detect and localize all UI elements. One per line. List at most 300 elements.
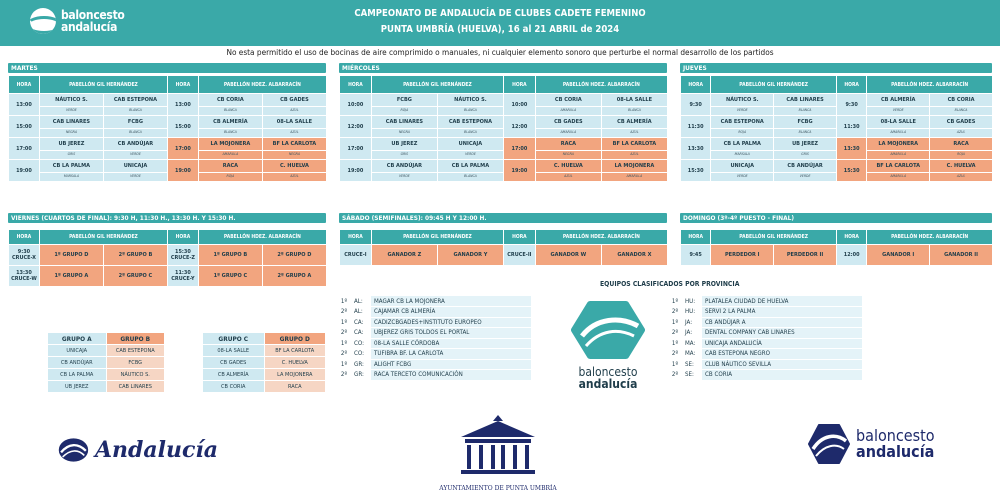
qualified-team: ALIGHT FCBG: [371, 359, 531, 370]
qualified-position: 2º: [340, 371, 348, 379]
team-name: UNICAJA: [103, 160, 167, 173]
team-name: CAB LINARES: [371, 116, 437, 129]
team-name: UB JEREZ: [371, 138, 437, 151]
team-name: 08-LA SALLE: [867, 116, 930, 129]
match-time: [9, 266, 40, 287]
group-team: 08-LA SALLE: [203, 345, 265, 357]
match-cross-label: CRUCE-X: [12, 255, 36, 261]
team-name: LA MOJONERA: [198, 138, 262, 151]
kit-color: NEGRA: [535, 151, 601, 160]
match-time: 11:30: [681, 116, 711, 138]
team-name: CB CORIA: [930, 94, 993, 107]
team-name: LA MOJONERA: [867, 138, 930, 151]
group-team: BF LA CARLOTA: [264, 345, 326, 357]
qualified-province: CO:: [354, 350, 365, 358]
qualified-team: MAGAR CB LA MOJONERA: [371, 296, 531, 307]
team-name: CB GADES: [262, 94, 326, 107]
pavilion-b-header: PABELLÓN HDEZ. ALBARRACÍN: [867, 230, 993, 245]
kit-color: BLANCA: [103, 129, 167, 138]
group-team: CAB LINARES: [106, 381, 165, 393]
kit-color: AZUL: [930, 129, 993, 138]
brand-logo: [30, 8, 125, 34]
qualified-list-right: [668, 296, 862, 381]
qualified-team: DENTAL COMPANY CAB LINARES: [702, 328, 862, 339]
footer-brand-line2: andalucía: [856, 442, 935, 461]
team-name: FCBG: [371, 94, 437, 107]
group-team: LA MOJONERA: [264, 369, 326, 381]
kit-color: VERDE: [711, 173, 774, 182]
match-time: 19:00: [9, 160, 40, 182]
match-time-value: 9:30: [17, 249, 31, 255]
pairing: 1º GRUPO C: [198, 266, 262, 287]
kit-color: VERDE: [437, 151, 503, 160]
pairing: 2º GRUPO D: [262, 245, 326, 266]
groups-ab-table: [47, 332, 165, 393]
day-title: MIÉRCOLES: [339, 63, 667, 73]
qualified-row: [668, 359, 862, 370]
match-time: 11:30: [836, 116, 866, 138]
semifinals-table: [339, 229, 668, 266]
team-name: CAB LINARES: [39, 116, 103, 129]
kit-color: ROJA: [371, 107, 437, 116]
qualified-position: 1º: [671, 318, 679, 326]
match-time: 13:30: [681, 138, 711, 160]
qualified-team: RACA TERCETO COMUNICACIÓN: [371, 370, 531, 381]
match-time: 15:30: [681, 160, 711, 182]
kit-color: GRIS: [39, 151, 103, 160]
match-time-value: 13:30: [16, 270, 32, 276]
match-time: 15:00: [167, 116, 198, 138]
qualified-province: SE:: [685, 371, 694, 379]
footer-brand-logo: [808, 420, 958, 468]
match-time: 17:00: [9, 138, 40, 160]
match-time: [503, 245, 535, 266]
team-name: UB JEREZ: [774, 138, 837, 151]
group-team: CB GADES: [203, 357, 265, 369]
kit-color: BLANCA: [198, 107, 262, 116]
kit-color: VERDE: [371, 173, 437, 182]
team-name: C. HUELVA: [535, 160, 601, 173]
ayuntamiento-text: AYUNTAMIENTO DE PUNTA UMBRÍA: [439, 485, 557, 492]
group-team: UB JEREZ: [48, 381, 107, 393]
pairing: 2º GRUPO C: [103, 266, 167, 287]
qualified-row: [337, 370, 531, 381]
team-name: CAB ESTEPONA: [711, 116, 774, 129]
team-name: CB ALMERÍA: [198, 116, 262, 129]
qualified-province: AL:: [354, 297, 363, 305]
team-name: CB LA PALMA: [39, 160, 103, 173]
match-cross-label: CRUCE-Z: [170, 255, 195, 261]
group-team: CB ALMERÍA: [203, 369, 265, 381]
qualified-team: CAB ESTEPONA NEGRO: [702, 349, 862, 360]
hora-header: HORA: [681, 230, 711, 245]
hora-header: HORA: [9, 230, 40, 245]
match-time: 15:00: [9, 116, 40, 138]
kit-color: MARSALA: [39, 173, 103, 182]
team-name: CB ANDÚJAR: [774, 160, 837, 173]
match-time: [9, 245, 40, 266]
qualified-row: [668, 328, 862, 339]
qualified-province: SE:: [685, 360, 694, 368]
footer-brand-line1: baloncesto: [856, 426, 935, 445]
qualified-position: 1º: [340, 297, 348, 305]
kit-color: AMARILLA: [867, 129, 930, 138]
kit-color: AZUL: [601, 129, 667, 138]
qualified-row: [668, 307, 862, 318]
pairing: GANADOR I: [867, 245, 930, 266]
pairing: GANADOR Z: [371, 245, 437, 266]
qualified-province: JA:: [685, 318, 693, 326]
kit-color: AZUL: [262, 107, 326, 116]
qualified-position: 1º: [671, 297, 679, 305]
pairing: GANADOR Y: [437, 245, 503, 266]
pavilion-b-header: PABELLÓN HDEZ. ALBARRACÍN: [867, 76, 993, 94]
qualified-row: [337, 338, 531, 349]
kit-color: AZUL: [262, 129, 326, 138]
kit-color: AMARILLA: [535, 129, 601, 138]
team-name: RACA: [198, 160, 262, 173]
final-title: DOMINGO (3º-4º PUESTO - FINAL): [680, 213, 992, 223]
page-subtitle: PUNTA UMBRÍA (HUELVA), 16 al 21 ABRIL de 2024: [380, 24, 620, 35]
day-schedule-table: [339, 75, 668, 182]
match-time: 17:00: [503, 138, 535, 160]
team-name: CB GADES: [535, 116, 601, 129]
qualified-row: [337, 317, 531, 328]
hora-header: HORA: [340, 76, 372, 94]
team-name: NÁUTICO S.: [39, 94, 103, 107]
hora-header: HORA: [340, 230, 372, 245]
match-time: 10:00: [340, 94, 372, 116]
team-name: CB ANDÚJAR: [371, 160, 437, 173]
pavilion-a-header: PABELLÓN GIL HERNÁNDEZ: [711, 230, 837, 245]
kit-color: GRIS: [371, 151, 437, 160]
match-time: 13:00: [167, 94, 198, 116]
group-team: FCBG: [106, 357, 165, 369]
team-name: CAB ESTEPONA: [103, 94, 167, 107]
match-time-value: 12:00: [843, 252, 860, 258]
group-team: CB LA PALMA: [48, 369, 107, 381]
kit-color: AMARILLA: [867, 151, 930, 160]
qualified-province: AL:: [354, 308, 363, 316]
notice-text: No esta permitido el uso de bocinas de aire comprimido o manuales, ni cualquier elemento sonoro que perturbe el normal desarrollo de los partidos: [226, 47, 774, 57]
team-name: CAB LINARES: [774, 94, 837, 107]
pairing: 1º GRUPO B: [198, 245, 262, 266]
team-name: BF LA CARLOTA: [601, 138, 667, 151]
kit-color: GRIS: [774, 151, 837, 160]
brand-line2: andalucía: [61, 20, 118, 34]
qualified-position: 1º: [340, 339, 348, 347]
team-name: FCBG: [774, 116, 837, 129]
qualified-team: TUFIBRA BF. LA CARLOTA: [371, 349, 531, 360]
kit-color: NEGRA: [262, 151, 326, 160]
match-time: 17:00: [167, 138, 198, 160]
pairing: GANADOR X: [601, 245, 667, 266]
qualified-team: SERVI 2 LA PALMA: [702, 307, 862, 318]
group-team: CB ANDÚJAR: [48, 357, 107, 369]
kit-color: BLANCA: [930, 107, 993, 116]
center-brand-line1: baloncesto: [578, 365, 638, 379]
team-name: UNICAJA: [437, 138, 503, 151]
page-title: CAMPEONATO DE ANDALUCÍA DE CLUBES CADETE FEMENINO: [354, 8, 646, 19]
qualified-row: [668, 317, 862, 328]
team-name: 08-LA SALLE: [262, 116, 326, 129]
kit-color: MARSALA: [711, 151, 774, 160]
day-schedule-table: [680, 75, 993, 182]
day-schedule-table: [8, 75, 327, 182]
kit-color: VERDE: [103, 151, 167, 160]
qualified-position: 2º: [340, 308, 348, 316]
qualified-team: 08-LA SALLE CÓRDOBA: [371, 338, 531, 349]
team-name: NÁUTICO S.: [711, 94, 774, 107]
team-name: CB ALMERÍA: [601, 116, 667, 129]
basketball-emblem-icon: [568, 300, 648, 360]
junta-andalucia-logo: [58, 430, 218, 470]
group-team: CAB ESTEPONA: [106, 345, 165, 357]
team-name: UNICAJA: [711, 160, 774, 173]
kit-color: BLANCA: [437, 107, 503, 116]
team-name: CB LA PALMA: [711, 138, 774, 151]
match-time-value: 15:30: [175, 249, 191, 255]
qualified-team: CB CORIA: [702, 370, 862, 381]
qualified-team: CAJAMAR CB ALMERÍA: [371, 307, 531, 318]
hora-header: HORA: [681, 76, 711, 94]
team-name: UB JEREZ: [39, 138, 103, 151]
qualified-title: EQUIPOS CLASIFICADOS POR PROVINCIA: [600, 280, 740, 288]
qualified-position: 2º: [340, 329, 348, 337]
qualified-province: CA:: [354, 329, 364, 337]
pavilion-a-header: PABELLÓN GIL HERNÁNDEZ: [371, 230, 503, 245]
pairing: PERDEDOR II: [774, 245, 837, 266]
qualified-province: HU:: [685, 297, 696, 305]
hora-header: HORA: [503, 76, 535, 94]
team-name: CB CORIA: [198, 94, 262, 107]
pairing: 2º GRUPO B: [103, 245, 167, 266]
match-time: 19:00: [340, 160, 372, 182]
match-time-value: 9:45: [689, 252, 702, 258]
match-time: [836, 245, 866, 266]
pairing: PERDEDOR I: [711, 245, 774, 266]
pairing: 1º GRUPO D: [39, 245, 103, 266]
team-name: CB ALMERÍA: [867, 94, 930, 107]
group-team: NÁUTICO S.: [106, 369, 165, 381]
qualified-team: CB ANDÚJAR A: [702, 317, 862, 328]
qualified-province: MA:: [685, 339, 696, 347]
match-time: 10:00: [503, 94, 535, 116]
match-time-value: CRUCE-I: [344, 252, 367, 258]
center-brand-line2: andalucía: [578, 377, 638, 391]
kit-color: AZUL: [930, 173, 993, 182]
center-brand-logo: [568, 300, 648, 390]
qualified-row: [337, 349, 531, 360]
kit-color: NEGRA: [39, 129, 103, 138]
pairing: 1º GRUPO A: [39, 266, 103, 287]
group-team: C. HUELVA: [264, 357, 326, 369]
qualified-province: HU:: [685, 308, 696, 316]
qualified-position: 2º: [671, 371, 679, 379]
qualified-position: 1º: [671, 360, 679, 368]
kit-color: BLANCA: [198, 129, 262, 138]
footer-basketball-icon: [808, 423, 850, 465]
group-a-header: GRUPO A: [48, 333, 107, 345]
kit-color: VERDE: [711, 107, 774, 116]
qualified-team: UNICAJA ANDALUCÍA: [702, 338, 862, 349]
group-team: RACA: [264, 381, 326, 393]
quarterfinals-table: [8, 229, 327, 287]
hora-header: HORA: [9, 76, 40, 94]
finals-title: VIERNES (CUARTOS DE FINAL): 9:30 H, 11:30 H., 13:30 H. Y 15:30 H.: [8, 213, 326, 223]
hora-header: HORA: [167, 230, 198, 245]
pavilion-b-header: PABELLÓN HDEZ. ALBARRACÍN: [198, 76, 326, 94]
qualified-row: [337, 296, 531, 307]
kit-color: BLANCA: [774, 129, 837, 138]
qualified-row: [337, 359, 531, 370]
kit-color: BLANCA: [437, 129, 503, 138]
day-title: MARTES: [8, 63, 326, 73]
qualified-row: [668, 338, 862, 349]
match-time: [681, 245, 711, 266]
qualified-row: [668, 349, 862, 360]
pavilion-b-header: PABELLÓN HDEZ. ALBARRACÍN: [535, 230, 667, 245]
qualified-row: [337, 328, 531, 339]
qualified-province: MA:: [685, 350, 696, 358]
basketball-logo-icon: [30, 8, 56, 34]
pavilion-a-header: PABELLÓN GIL HERNÁNDEZ: [39, 230, 167, 245]
match-cross-label: CRUCE-Y: [171, 276, 195, 282]
group-d-header: GRUPO D: [264, 333, 326, 345]
junta-andalucia-text: Andalucía: [94, 437, 218, 463]
team-name: BF LA CARLOTA: [262, 138, 326, 151]
qualified-province: CO:: [354, 339, 365, 347]
match-time: 9:30: [681, 94, 711, 116]
qualified-position: 2º: [671, 308, 679, 316]
qualified-province: JA:: [685, 329, 693, 337]
hora-header: HORA: [836, 230, 866, 245]
group-c-header: GRUPO C: [203, 333, 265, 345]
qualified-position: 1º: [340, 318, 348, 326]
kit-color: BLANCA: [103, 107, 167, 116]
qualified-team: PLATALEA CIUDAD DE HUELVA: [702, 296, 862, 307]
team-name: FCBG: [103, 116, 167, 129]
kit-color: ROJA: [930, 151, 993, 160]
team-name: 08-LA SALLE: [601, 94, 667, 107]
town-hall-icon: [453, 413, 543, 479]
pavilion-a-header: PABELLÓN GIL HERNÁNDEZ: [371, 76, 503, 94]
pavilion-a-header: PABELLÓN GIL HERNÁNDEZ: [39, 76, 167, 94]
qualified-province: CA:: [354, 318, 364, 326]
final-table: [680, 229, 993, 266]
match-time: [167, 266, 198, 287]
match-time: 12:00: [340, 116, 372, 138]
group-team: CB CORIA: [203, 381, 265, 393]
team-name: BF LA CARLOTA: [867, 160, 930, 173]
kit-color: ROJA: [711, 129, 774, 138]
ayuntamiento-logo: [430, 413, 566, 495]
hora-header: HORA: [836, 76, 866, 94]
brand-line1: baloncesto: [61, 8, 125, 22]
qualified-position: 2º: [340, 350, 348, 358]
hora-header: HORA: [167, 76, 198, 94]
match-time: 9:30: [836, 94, 866, 116]
match-cross-label: CRUCE-W: [11, 276, 37, 282]
qualified-row: [668, 296, 862, 307]
pavilion-b-header: PABELLÓN HDEZ. ALBARRACÍN: [535, 76, 667, 94]
kit-color: VERDE: [39, 107, 103, 116]
match-time: 19:00: [167, 160, 198, 182]
qualified-position: 2º: [671, 350, 679, 358]
match-time: 19:00: [503, 160, 535, 182]
kit-color: AMARILLA: [601, 173, 667, 182]
qualified-province: GR:: [354, 360, 364, 368]
qualified-position: 1º: [340, 360, 348, 368]
team-name: CAB ESTEPONA: [437, 116, 503, 129]
semis-title: SÁBADO (SEMIFINALES): 09:45 H Y 12:00 H.: [339, 213, 667, 223]
kit-color: BLANCA: [601, 107, 667, 116]
pairing: GANADOR W: [535, 245, 601, 266]
team-name: CB CORIA: [535, 94, 601, 107]
kit-color: ROJA: [198, 173, 262, 182]
match-time: 13:30: [836, 138, 866, 160]
kit-color: VERDE: [867, 107, 930, 116]
match-time: [340, 245, 372, 266]
groups-cd-table: [202, 332, 326, 393]
kit-color: AMARILLA: [198, 151, 262, 160]
kit-color: NEGRA: [371, 129, 437, 138]
qualified-list-left: [337, 296, 531, 381]
kit-color: AZUL: [601, 151, 667, 160]
qualified-row: [668, 370, 862, 381]
team-name: LA MOJONERA: [601, 160, 667, 173]
kit-color: BLANCA: [774, 107, 837, 116]
pavilion-b-header: PABELLÓN HDEZ. ALBARRACÍN: [198, 230, 326, 245]
team-name: CB ANDÚJAR: [103, 138, 167, 151]
match-time: [167, 245, 198, 266]
qualified-team: CLUB NÁUTICO SEVILLA: [702, 359, 862, 370]
hora-header: HORA: [503, 230, 535, 245]
team-name: C. HUELVA: [262, 160, 326, 173]
qualified-position: 1º: [671, 339, 679, 347]
junta-emblem-icon: [58, 433, 89, 467]
qualified-position: 2º: [671, 329, 679, 337]
day-title: JUEVES: [680, 63, 992, 73]
kit-color: VERDE: [774, 173, 837, 182]
kit-color: AMARILLA: [535, 107, 601, 116]
group-team: UNICAJA: [48, 345, 107, 357]
qualified-team: UBJEREZ GRIS TOLDOS EL PORTAL: [371, 328, 531, 339]
match-time: 13:00: [9, 94, 40, 116]
kit-color: AMARILLA: [867, 173, 930, 182]
kit-color: BLANCA: [437, 173, 503, 182]
kit-color: AZUL: [262, 173, 326, 182]
match-time-value: 11:30: [175, 270, 191, 276]
qualified-team: CADIZCBGADES+INSTITUTO EUROPEO: [371, 317, 531, 328]
qualified-row: [337, 307, 531, 318]
pavilion-a-header: PABELLÓN GIL HERNÁNDEZ: [711, 76, 837, 94]
team-name: CB GADES: [930, 116, 993, 129]
team-name: C. HUELVA: [930, 160, 993, 173]
pairing: 2º GRUPO A: [262, 266, 326, 287]
team-name: RACA: [930, 138, 993, 151]
team-name: RACA: [535, 138, 601, 151]
header-bar: [0, 0, 1000, 46]
match-time: 12:00: [503, 116, 535, 138]
group-b-header: GRUPO B: [106, 333, 165, 345]
pairing: GANADOR II: [930, 245, 993, 266]
match-time-value: CRUCE-II: [507, 252, 532, 258]
team-name: NÁUTICO S.: [437, 94, 503, 107]
kit-color: AZUL: [535, 173, 601, 182]
match-time: 17:00: [340, 138, 372, 160]
match-time: 15:30: [836, 160, 866, 182]
